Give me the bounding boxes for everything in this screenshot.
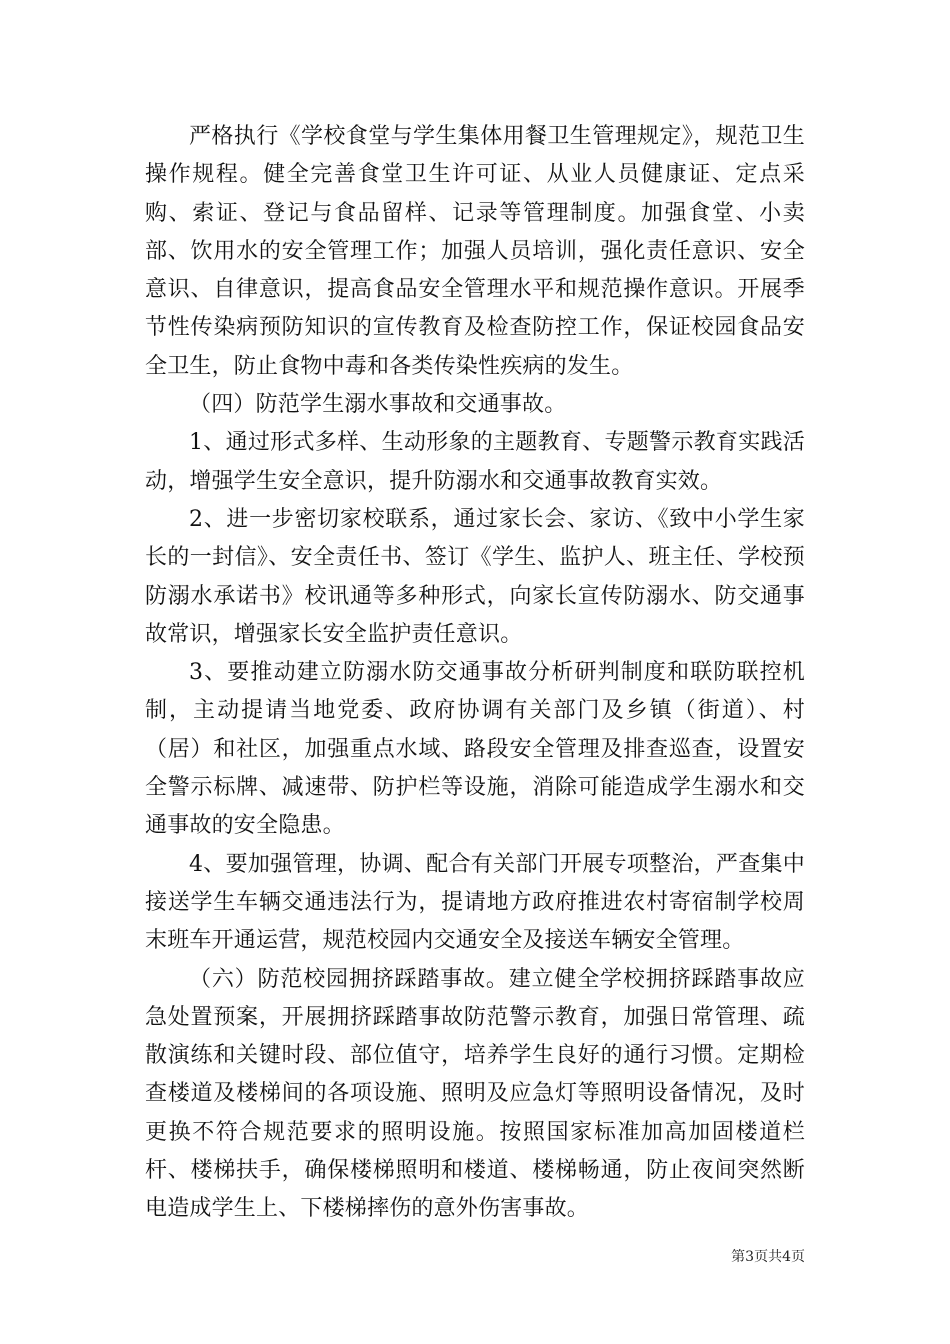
paragraph-stampede-prevention: （六）防范校园拥挤踩踏事故。建立健全学校拥挤踩踏事故应急处置预案，开展拥挤踩踏事故防范警示教育，加强日常管理、疏散演练和关键时段、部位值守，培养学生良好的通行习惯。定期检查楼道及楼梯间的各项设施、照明及应急灯等照明设备情况，及时更换不符合规范要求的照明设施。按照国家标准加高加固楼道栏杆、楼梯扶手，确保楼梯照明和楼道、楼梯畅通，防止夜间突然断电造成学生上、下楼梯摔伤的意外伤害事故。 bbox=[145, 966, 805, 1222]
page-footer bbox=[0, 1246, 805, 1266]
paragraph-item-4: 4、要加强管理，协调、配合有关部门开展专项整治，严查集中接送学生车辆交通违法行为，提请地方政府推进农村寄宿制学校周末班车开通运营，规范校园内交通安全及接送车辆安全管理。 bbox=[145, 851, 805, 954]
paragraph-item-3: 3、要推动建立防溺水防交通事故分析研判制度和联防联控机制，主动提请当地党委、政府协调有关部门及乡镇（街道）、村（居）和社区，加强重点水域、路段安全管理及排查巡查，设置安全警示标牌、减速带、防护栏等设施，消除可能造成学生溺水和交通事故的安全隐患。 bbox=[145, 660, 805, 839]
heading-drowning-traffic: （四）防范学生溺水事故和交通事故。 bbox=[189, 392, 567, 418]
paragraph-item-1: 1、通过形式多样、生动形象的主题教育、专题警示教育实践活动，增强学生安全意识，提升防溺水和交通事故教育实效。 bbox=[145, 430, 805, 494]
paragraph-canteen-safety: 严格执行《学校食堂与学生集体用餐卫生管理规定》，规范卫生操作规程。健全完善食堂卫生许可证、从业人员健康证、定点采购、索证、登记与食品留样、记录等管理制度。加强食堂、小卖部、饮用水的安全管理工作；加强人员培训，强化责任意识、安全意识、自律意识，提高食品安全管理水平和规范操作意识。开展季节性传染病预防知识的宣传教育及检查防控工作，保证校园食品安全卫生，防止食物中毒和各类传染性疾病的发生。 bbox=[145, 124, 805, 379]
document-body bbox=[145, 118, 805, 1229]
paragraph-item-2: 2、进一步密切家校联系，通过家长会、家访、《致中小学生家长的一封信》、安全责任书、签订《学生、监护人、班主任、学校预防溺水承诺书》校讯通等多种形式，向家长宣传防溺水、防交通事故常识，增强家长安全监护责任意识。 bbox=[145, 506, 805, 647]
page-number-label: 第3页共4页 bbox=[731, 1249, 805, 1265]
